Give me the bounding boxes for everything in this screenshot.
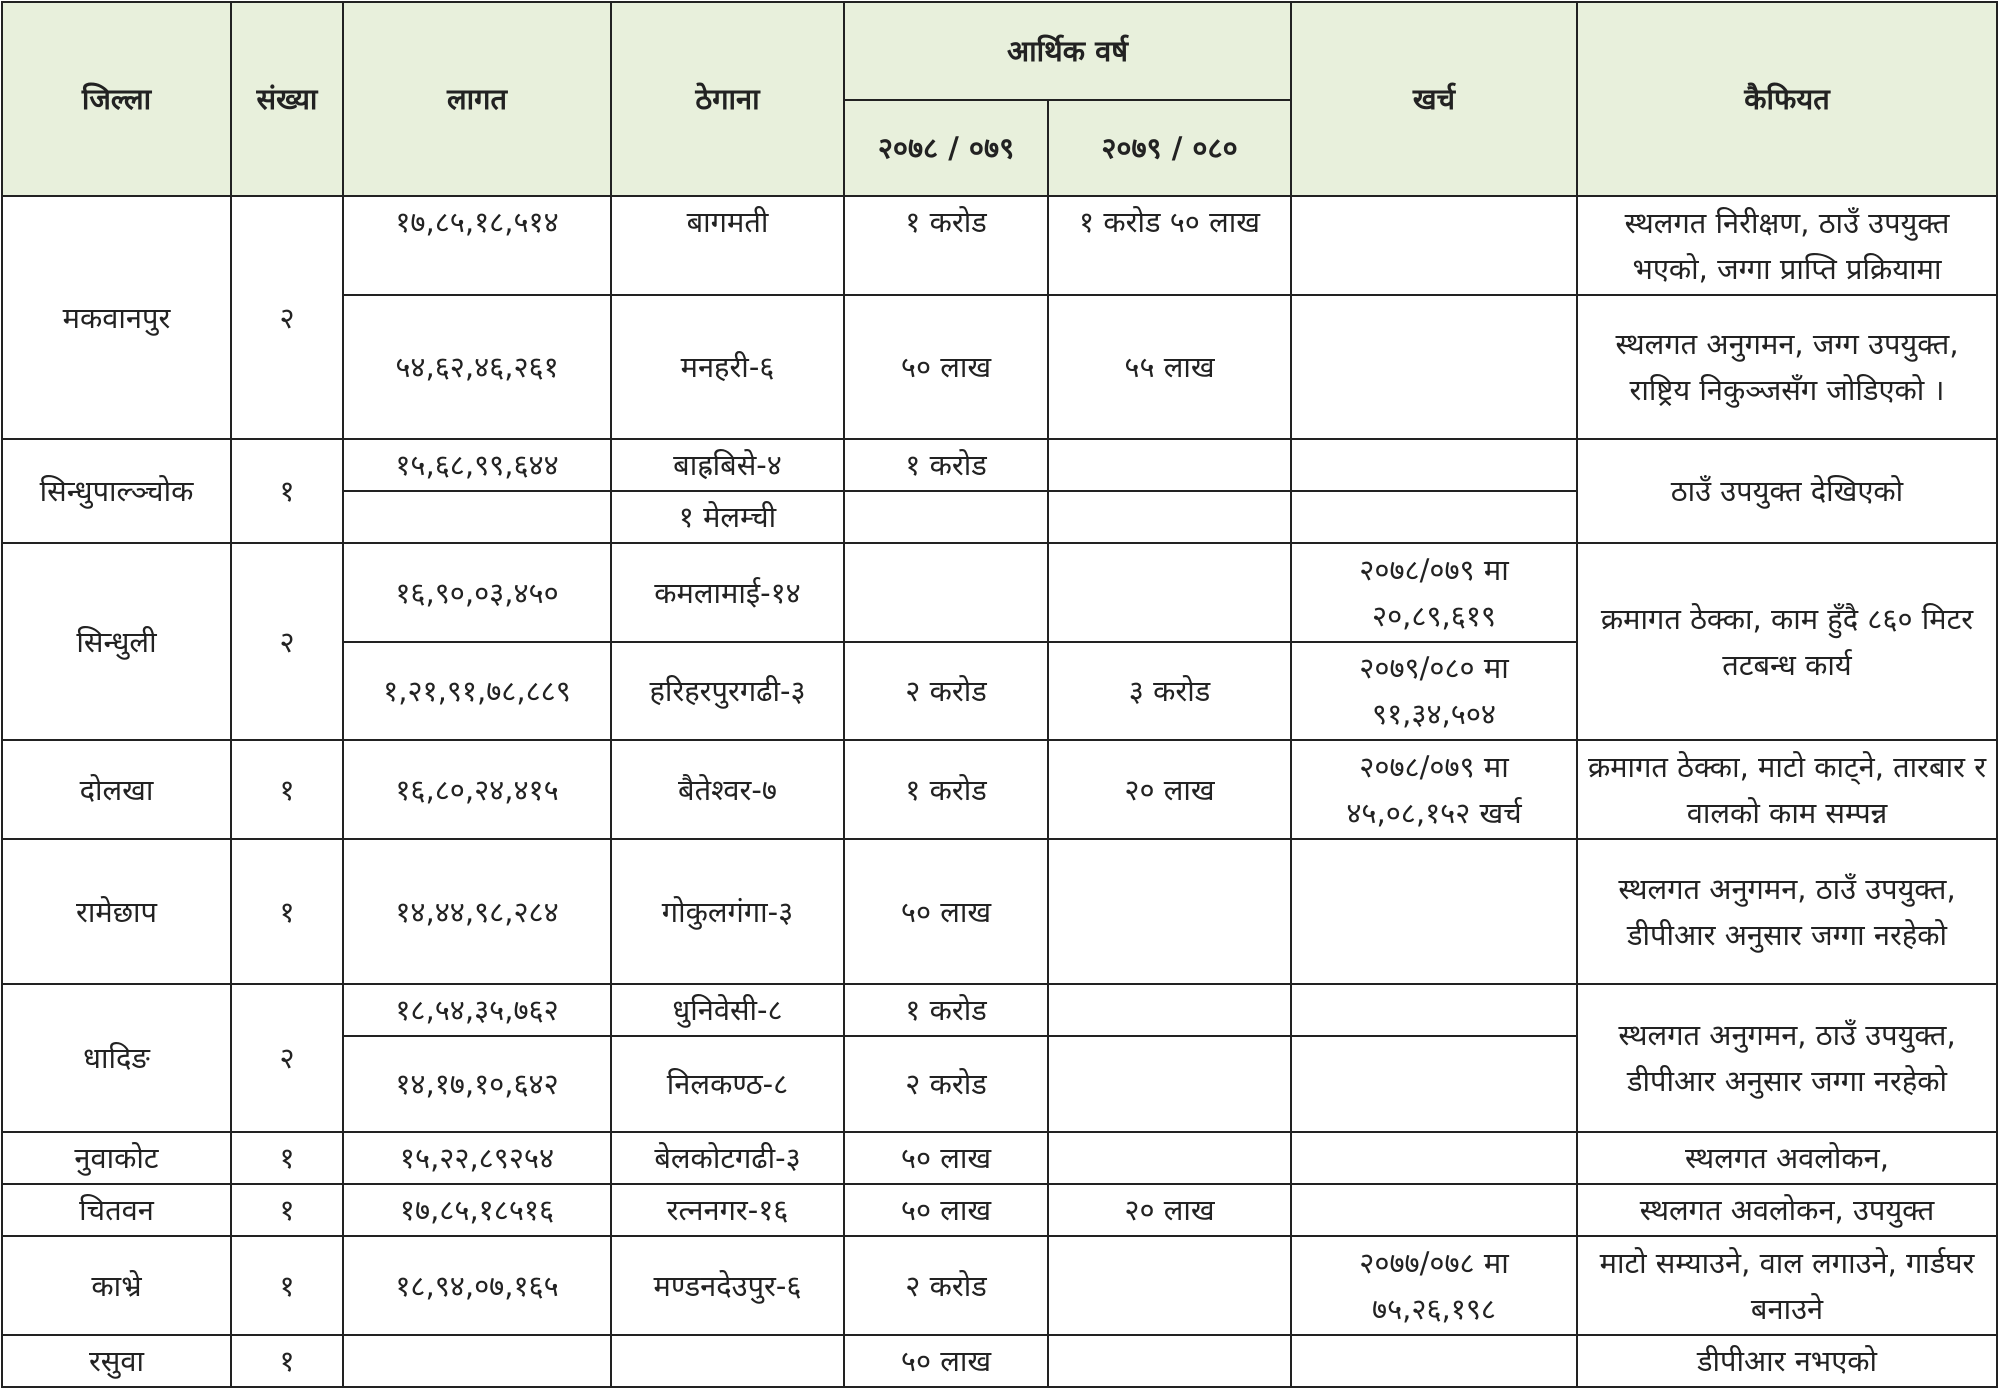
address-cell: मनहरी-६ xyxy=(611,295,844,439)
cost-cell xyxy=(343,491,611,543)
header-count: संख्या xyxy=(231,2,343,196)
district-cell: सिन्धुली xyxy=(2,543,231,740)
fy1-cell xyxy=(844,491,1048,543)
fy1-cell: ५० लाख xyxy=(844,1184,1048,1236)
address-cell: धुनिवेसी-८ xyxy=(611,984,844,1036)
cost-cell: १,२१,९१,७८,८८९ xyxy=(343,642,611,740)
district-cell: रामेछाप xyxy=(2,839,231,984)
expense-cell xyxy=(1291,1036,1577,1132)
header-fy-2079-080: २०७९ / ०८० xyxy=(1048,100,1291,196)
remarks-cell: स्थलगत अनुगमन, जग्ग उपयुक्त, राष्ट्रिय निकुञ्जसँग जोडिएको । xyxy=(1577,295,1997,439)
cost-cell: १७,८५,१८५१६ xyxy=(343,1184,611,1236)
cost-cell: १५,६८,९९,६४४ xyxy=(343,439,611,491)
fy1-cell: २ करोड xyxy=(844,642,1048,740)
fy2-cell xyxy=(1048,1036,1291,1132)
remarks-cell: स्थलगत निरीक्षण, ठाउँ उपयुक्त भएको, जग्गा प्राप्ति प्रक्रियामा xyxy=(1577,196,1997,295)
remarks-cell: ठाउँ उपयुक्त देखिएको xyxy=(1577,439,1997,543)
header-fiscal-year: आर्थिक वर्ष xyxy=(844,2,1291,100)
count-cell: १ xyxy=(231,839,343,984)
cost-cell: १६,८०,२४,४१५ xyxy=(343,740,611,839)
cost-cell: १६,९०,०३,४५० xyxy=(343,543,611,642)
expense-cell xyxy=(1291,1335,1577,1387)
remarks-cell: क्रमागत ठेक्का, माटो काट्ने, तारबार र वालको काम सम्पन्न xyxy=(1577,740,1997,839)
table-row xyxy=(2,839,1997,984)
address-cell: १ मेलम्ची xyxy=(611,491,844,543)
expense-cell xyxy=(1291,491,1577,543)
count-cell: १ xyxy=(231,1236,343,1335)
table-row xyxy=(2,1132,1997,1184)
cost-cell: १८,५४,३५,७६२ xyxy=(343,984,611,1036)
district-cell: मकवानपुर xyxy=(2,196,231,439)
district-cell: सिन्धुपाल्ञ्चोक xyxy=(2,439,231,543)
fy2-cell: १ करोड ५० लाख xyxy=(1048,196,1291,295)
address-cell: मण्डनदेउपुर-६ xyxy=(611,1236,844,1335)
address-cell: कमलामाई-१४ xyxy=(611,543,844,642)
fy2-cell: २० लाख xyxy=(1048,740,1291,839)
fy2-cell xyxy=(1048,984,1291,1036)
address-cell: बाह्रबिसे-४ xyxy=(611,439,844,491)
fy1-cell: १ करोड xyxy=(844,984,1048,1036)
address-cell: हरिहरपुरगढी-३ xyxy=(611,642,844,740)
fy1-cell: १ करोड xyxy=(844,740,1048,839)
remarks-cell: क्रमागत ठेक्का, काम हुँदै ८६० मिटर तटबन्ध कार्य xyxy=(1577,543,1997,740)
remarks-cell: स्थलगत अवलोकन, xyxy=(1577,1132,1997,1184)
district-cell: धादिङ xyxy=(2,984,231,1132)
fy2-cell: २० लाख xyxy=(1048,1184,1291,1236)
header-expense: खर्च xyxy=(1291,2,1577,196)
count-cell: १ xyxy=(231,439,343,543)
district-cell: रसुवा xyxy=(2,1335,231,1387)
cost-cell: १७,८५,१८,५१४ xyxy=(343,196,611,295)
address-cell: बेलकोटगढी-३ xyxy=(611,1132,844,1184)
cost-cell: ५४,६२,४६,२६१ xyxy=(343,295,611,439)
table-header xyxy=(2,2,1997,196)
remarks-cell: स्थलगत अनुगमन, ठाउँ उपयुक्त, डीपीआर अनुसार जग्गा नरहेको xyxy=(1577,984,1997,1132)
fy2-cell xyxy=(1048,439,1291,491)
table-row xyxy=(2,740,1997,839)
remarks-cell: स्थलगत अनुगमन, ठाउँ उपयुक्त, डीपीआर अनुसार जग्गा नरहेको xyxy=(1577,839,1997,984)
fy2-cell xyxy=(1048,1335,1291,1387)
fy2-cell xyxy=(1048,839,1291,984)
address-cell: रत्ननगर-१६ xyxy=(611,1184,844,1236)
fy2-cell xyxy=(1048,491,1291,543)
address-cell: बागमती xyxy=(611,196,844,295)
address-cell: बैतेश्वर-७ xyxy=(611,740,844,839)
table-row xyxy=(2,1335,1997,1387)
expense-cell xyxy=(1291,984,1577,1036)
count-cell: १ xyxy=(231,1335,343,1387)
address-cell xyxy=(611,1335,844,1387)
district-cell: नुवाकोट xyxy=(2,1132,231,1184)
table-row xyxy=(2,543,1997,642)
fy1-cell: १ करोड xyxy=(844,196,1048,295)
district-cell: काभ्रे xyxy=(2,1236,231,1335)
count-cell: १ xyxy=(231,1184,343,1236)
cost-cell: १५,२२,८९२५४ xyxy=(343,1132,611,1184)
expense-cell xyxy=(1291,295,1577,439)
cost-cell: १८,९४,०७,१६५ xyxy=(343,1236,611,1335)
address-cell: निलकण्ठ-८ xyxy=(611,1036,844,1132)
cost-cell: १४,४४,९८,२८४ xyxy=(343,839,611,984)
count-cell: २ xyxy=(231,543,343,740)
table-row xyxy=(2,1236,1997,1335)
remarks-cell: माटो सम्याउने, वाल लगाउने, गार्डघर बनाउने xyxy=(1577,1236,1997,1335)
district-cell: चितवन xyxy=(2,1184,231,1236)
table-row xyxy=(2,984,1997,1036)
count-cell: १ xyxy=(231,1132,343,1184)
fy1-cell: ५० लाख xyxy=(844,1132,1048,1184)
table-row xyxy=(2,439,1997,491)
fy1-cell xyxy=(844,543,1048,642)
header-remarks: कैफियत xyxy=(1577,2,1997,196)
project-table xyxy=(1,1,1998,1388)
fy1-cell: ५० लाख xyxy=(844,839,1048,984)
fy1-cell: ५० लाख xyxy=(844,1335,1048,1387)
header-fy-2078-079: २०७८ / ०७९ xyxy=(844,100,1048,196)
expense-cell: २०७८/०७९ मा ४५,०८,१५२ खर्च xyxy=(1291,740,1577,839)
fy2-cell xyxy=(1048,1236,1291,1335)
expense-cell xyxy=(1291,439,1577,491)
fy1-cell: ५० लाख xyxy=(844,295,1048,439)
table-row xyxy=(2,196,1997,295)
remarks-cell: डीपीआर नभएको xyxy=(1577,1335,1997,1387)
expense-cell xyxy=(1291,196,1577,295)
count-cell: २ xyxy=(231,196,343,439)
address-cell: गोकुलगंगा-३ xyxy=(611,839,844,984)
fy1-cell: २ करोड xyxy=(844,1036,1048,1132)
fy2-cell xyxy=(1048,1132,1291,1184)
expense-cell: २०७८/०७९ मा २०,८९,६१९ xyxy=(1291,543,1577,642)
fy2-cell: ५५ लाख xyxy=(1048,295,1291,439)
district-cell: दोलखा xyxy=(2,740,231,839)
expense-cell xyxy=(1291,839,1577,984)
header-cost: लागत xyxy=(343,2,611,196)
table-row xyxy=(2,1184,1997,1236)
remarks-cell: स्थलगत अवलोकन, उपयुक्त xyxy=(1577,1184,1997,1236)
count-cell: १ xyxy=(231,740,343,839)
count-cell: २ xyxy=(231,984,343,1132)
fy1-cell: १ करोड xyxy=(844,439,1048,491)
header-address: ठेगाना xyxy=(611,2,844,196)
cost-cell: १४,१७,१०,६४२ xyxy=(343,1036,611,1132)
expense-cell xyxy=(1291,1132,1577,1184)
fy1-cell: २ करोड xyxy=(844,1236,1048,1335)
expense-cell: २०७७/०७८ मा ७५,२६,१९८ xyxy=(1291,1236,1577,1335)
fy2-cell xyxy=(1048,543,1291,642)
expense-cell: २०७९/०८० मा ९१,३४,५०४ xyxy=(1291,642,1577,740)
expense-cell xyxy=(1291,1184,1577,1236)
cost-cell xyxy=(343,1335,611,1387)
header-district: जिल्ला xyxy=(2,2,231,196)
fy2-cell: ३ करोड xyxy=(1048,642,1291,740)
